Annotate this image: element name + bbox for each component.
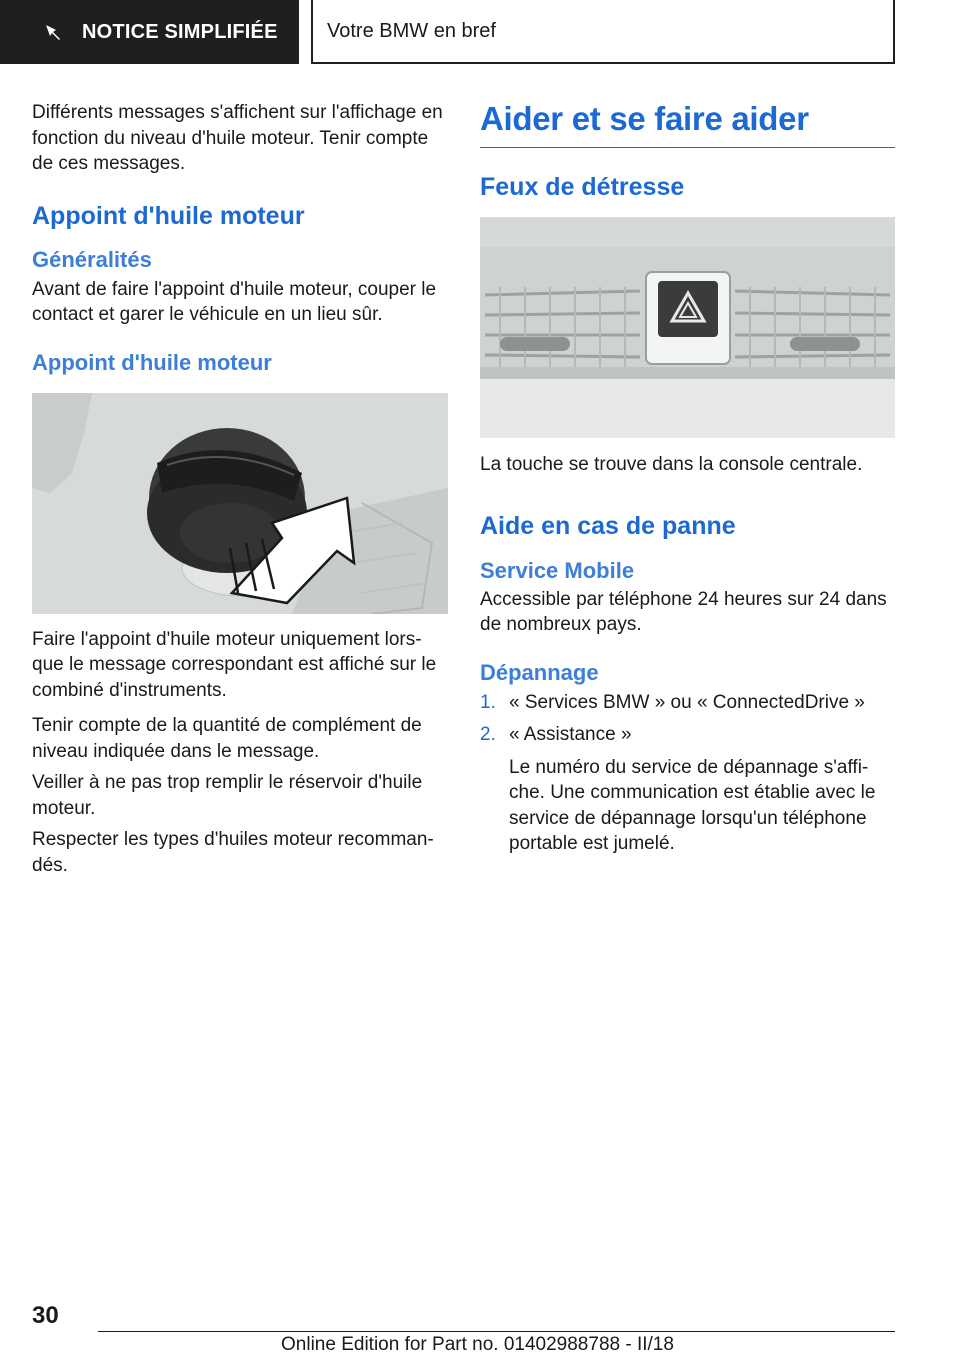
header-section-title [311, 0, 895, 64]
section-title-text: Votre BMW en bref [327, 19, 496, 42]
general-subheading: Généralités [32, 246, 152, 272]
oil-topup-subheading: Appoint d'huile moteur [32, 349, 272, 375]
hazard-lights-heading: Feux de détresse [480, 173, 685, 201]
pushpin-icon [42, 21, 64, 43]
step-text: « Services BMW » ou « ConnectedDrive » [509, 691, 865, 713]
header-tab [0, 0, 299, 64]
footer-edition: Online Edition for Part no. 01402988788 - II/18 [281, 1334, 674, 1355]
oil-filler-cap-image [32, 393, 448, 614]
mobile-service-text: Accessible par téléphone 24 heures sur 24 dans de nombreux pays. [480, 588, 887, 635]
towing-steps-list [480, 690, 895, 857]
help-main-heading: Aider et se faire aider [480, 100, 895, 148]
topup-paragraph-1: Faire l'appoint d'huile moteur uniquement lors-que le message correspondant est affiché sur le combiné d'instruments. [32, 628, 437, 701]
right-column [480, 100, 895, 857]
list-item [480, 690, 895, 716]
step-number: 1. [480, 691, 496, 713]
footer-divider [98, 1331, 895, 1332]
header-tab-label: NOTICE SIMPLIFIÉE [82, 20, 278, 43]
hazard-button-image [480, 217, 895, 438]
topup-paragraph-2: Tenir compte de la quantité de complément de niveau indiquée dans le message. [32, 715, 422, 762]
step-detail: Le numéro du service de dépannage s'affi-che. Une communication est établie avec le service de dépannage lorsqu'un téléphone portable est jumelé. [509, 756, 876, 854]
hazard-caption: La touche se trouve dans la console centrale. [480, 454, 863, 475]
intro-paragraph: Différents messages s'affichent sur l'affichage en fonction du niveau d'huile moteur. Tenir compte de ces messages. [32, 102, 443, 174]
mobile-service-subheading: Service Mobile [480, 557, 635, 583]
towing-subheading: Dépannage [480, 659, 599, 685]
left-column [32, 100, 448, 878]
topup-paragraph-3: Veiller à ne pas trop remplir le réservoir d'huile moteur. [32, 772, 423, 819]
general-text: Avant de faire l'appoint d'huile moteur, couper le contact et garer le véhicule en un lieu sûr. [32, 278, 437, 325]
step-number: 2. [480, 724, 496, 745]
oil-topup-heading: Appoint d'huile moteur [32, 201, 305, 230]
page-number: 30 [32, 1302, 59, 1329]
step-text: « Assistance » [509, 724, 632, 745]
topup-paragraph-4: Respecter les types d'huiles moteur recomman-dés. [32, 829, 434, 876]
breakdown-heading: Aide en cas de panne [480, 511, 736, 540]
list-item [480, 722, 895, 857]
